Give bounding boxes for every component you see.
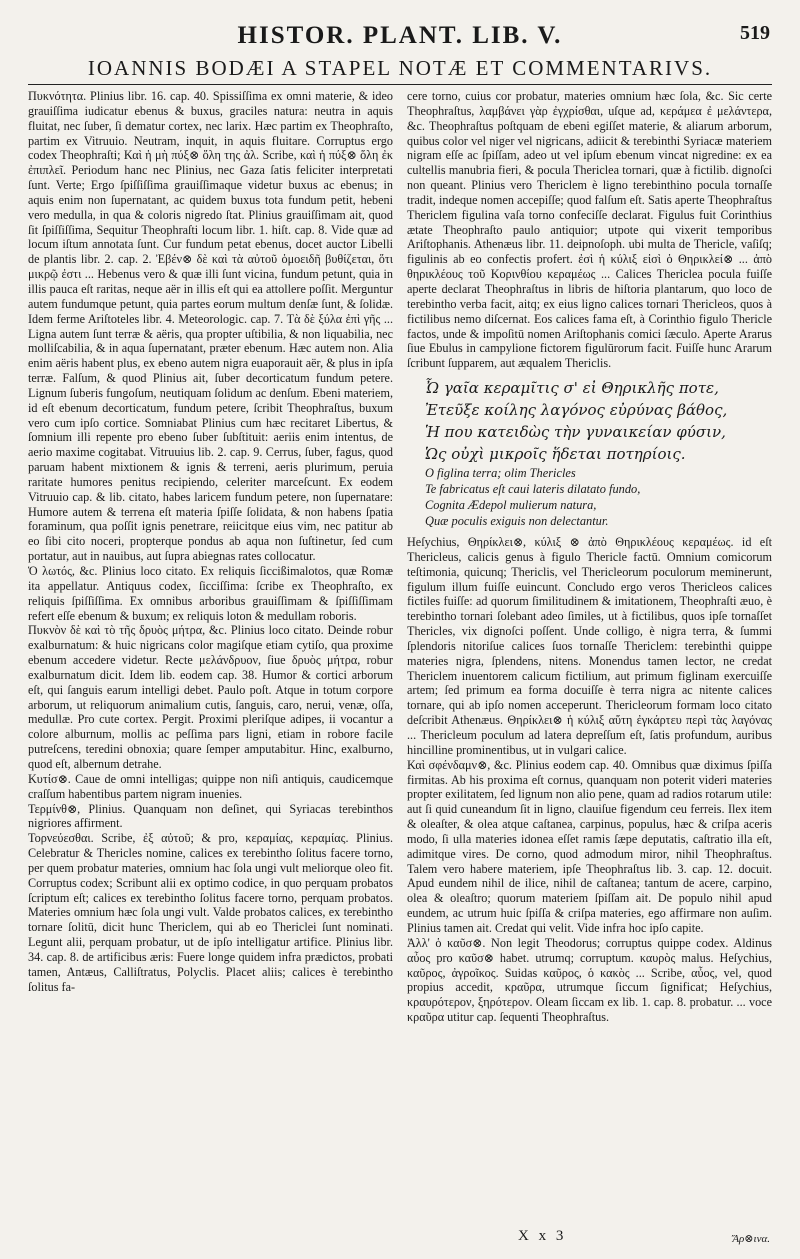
paragraph: Heſychius, Θηρίκλει⊗, κύλιξ ⊗ ἀπὸ Θηρικλέους κεραμέως. id eſt Thericleus, calicis genus à figulo Thericle factū. Omnium comicorum teſtimonia, quicunq; Thericlis, vel Thericleorum poculorum meminerunt, figulum illum fuiſſe euincunt. Concludo ergo veros Thericleos calices fictiles fuiſſe: ad quorum ſimilitudinem & imitationem, Theophraſti æuo, è terebintho tornari ſolebant adeo ſimiles, ut à fictilibus, quos ipſe tornaſſet Thericles, vix dignoſci poſſent. Unde colligo, è nigra terra, & ſummi ſplendoris nitoriſue calices ſuos tornaſſe Thericlem: terebinthi quippe materies nigra, ſplendens, nitens. Monendus tamen lector, ne credat Thericlem inuentorem calicum fictilium, aut primum figlinam exercuiſſe artem; ſed primum ea forma docuiſſe è terra nigra ac nitente calices tornare, qui ab ipſo nomen acceperunt. Thericleorum formam loco citato deſcribit Athenæus. Θηρίκλει⊗ ἡ κύλιξ αὕτη ἐγκάρτευ περὶ τὰς λαγόνας ... Thericleum poculum ad latera depreſſum eſt, ſatis profundum, auribus hincilline prominentibus, ut in vulgari calice.: [407, 535, 772, 757]
verse-line: Ὦ γαῖα κεραμῖτις σ' εἰ Θηρικλῆς ποτε,: [425, 379, 719, 398]
paragraph: Καὶ σφένδαμν⊗, &c. Plinius eodem cap. 40. Omnibus quæ diximus ſpiſſa firmitas. Ab his proxima eſt cornus, quanquam non poterit videri materies propter exilitatem, ſed lignum non alio pene, quam ad radios rotarum utile: aut ſi quid cuneandum ſit in ligno, clauiſue figendum ceu ferreis. Ilex item & oleaſter, & olea atque caſtanea, carpinus, populus, hæc & criſpa aceris modo, ſi ulla materies idonea eſſet ramis ſæpe deputatis, caſtratio illa eſt, adimitque vires. De corno, quod admodum miror, nihil Theophraſtus. Talem vero habere materiem, ipſe Theophraſtus lib. 3. cap. 12. docuit. Apud eundem nihil de ilice, nihil de caſtanea; tantum de acere, carpino, olea & oleaſtro; quorum materiem ſpiſſam ait. De populo nihil apud eundem, ac utrum huic ſpiſſa & criſpa materies, ego affirmare non auſim. Plinius tamen ait. Credat qui velit. Vide infra hoc ipſo capite.: [407, 757, 772, 935]
verse-line: Ἐτεῦξε κοίλης λαγόνος εὐρύνας βάθος,: [425, 401, 728, 420]
signature-mark: X x 3: [518, 1228, 567, 1244]
running-title: HISTOR. PLANT. LIB. V.: [237, 22, 563, 49]
right-column: [407, 89, 772, 1179]
paragraph: cere torno, cuius cor probatur, materies omnium hæc ſola, &c. Sic certe Theophraſtus, λαμβάνει γὰρ ἐγχρίσθαι, uſque ad, κεράμεα ἐ μελάντερα, &c. Theophraſtus poſtquam de ebeni egiſſet materie, & aliarum arborum, quibus color vel niger vel nigricans, adiicit & terebinthi Syriacæ materiem nigram eſſe ac ſpiſſam, adeo ut vel ipſum ebenum vincat nigredine: ex ea cultellis manubria fieri, & pocula Thericlea tornari, quæ à fictilib. dignoſci non queant. Plinius vero Thericlem è ligno terebinthino pocula tornaſſe tradit, indeque nomen accepiſſe; quod falſum eſt. Satis aperte Theophraſtus Thericlem figulina vaſa torno confeciſſe declarat. Figulus fuit Corinthius ætate Theophraſto paulo antiquior; utpote qui vixerit temporibus Ariſtophanis. Athenæus libr. 11. deipnoſoph. ubi multa de Thericle, vaſiſq; figulinis ab eo confectis profert. ἐσὶ ἡ κύλιξ εἰσὶ ὁ Θηρικλεί⊗ ... ἀπὸ θηρικλέους τοῦ Κορινθίου κεραμέως ... Calices Thericlea pocula fuiſſe aperte declarat Theophraſtus in libris de hiſtoria plantarum, quo loco de terebintho verba facit, aitq; ex eius ligno calices tornari Thericleos, quos à fictilibus nemo diſcernat. Eos calices fama eſt, à Corinthio figulo Thericle factos, unde & impoſitū nomen Ariſtophanis comici ſæculo. Aperte Ararus ſiue Ebulus in campylione fictorem figulūrorum facit. Fuiſſe hunc Ararum ſcribunt ſupparem, aut æqualem Thericlis.: [407, 89, 772, 371]
verse-translation: Te fabricatus eſt caui lateris dilatato fundo,: [425, 482, 641, 497]
paragraph: Ὁ λωτός, &c. Plinius loco citato. Ex reliquis ſiccißimalotos, quæ Romæ ita appellatur. Antiquus codex, ſicciſſima: ſcribe ex Theophraſto, ex reliquis ſpiſſiſſima. Ex omnibus arboribus grauiſſimam & ſpiſſiſſimam refert eſſe ebenum & buxum; ex reliquis loton & medullam roboris.: [28, 564, 393, 623]
greek-verse: [425, 377, 772, 529]
text-columns: [28, 89, 772, 1179]
running-head: [28, 22, 772, 52]
paragraph: Τερμίνθ⊗, Plinius. Quanquam non deſinet, qui Syriacas terebinthos nigriores affirment.: [28, 801, 393, 831]
verse-translation: Cognita Ædepol mulierum natura,: [425, 498, 597, 513]
verse-line: Ὡς οὐχὶ μικροῖς ἥδεται ποτηρίοις.: [425, 445, 686, 464]
verse-translation: Quæ poculis exiguis non delectantur.: [425, 514, 609, 529]
paragraph: Πυκνότητα. Plinius libr. 16. cap. 40. Spissiſſima ex omni materie, & ideo grauiſſima iudicatur ebenus & buxus, graciles natura: neutra in aquis fluitat, nec ſuber, ſi dematur cortex, nec larix. Hæc partim ex Theophraſto, partim ex Vitruuio. Neutram, inquit, in aquis fluitare. Corruptus ergo codex Theophraſti; Καὶ ἡ μὴ πύξ⊗ ὅλη της ἀλ. Scribe, καὶ ἡ πύξ⊗ ὅλη ἐκ ἐπιπλεῖ. Periodum hanc nec Plinius, nec Gaza ſatis feliciter interpretati ſunt. Verte; Ergo ſpiſſiſſima grauiſſimaque videtur buxus ac ebenus; in aquis enim non ſupernatant, ac quidem buxus tota fundum petit, hebeni vero medulla, in qua & coloris nigredo ſtat. Plinius grauiſſimam ait, quod ſit ſpiſſiſſima, Sequitur Theophraſti locum libr. 1. hiſt. cap. 8. Vide quæ ad locum iſtum annotata ſunt. Cur fundum petat ebenus, docet auctor Libelli de plantis libr. 2. cap. 2. Ἐβέν⊗ δὲ καὶ τὰ αὐτοῦ ὁμοειδῆ βυθίζεται, ὅτι μικρῷ ἐστι ... Hebenus vero & quæ illi ſunt vicina, fundum petunt, quia in illis pauca eſt raritas, neque aër in illis eſt qui ea attollere poſſit. Merguntur autem fundumque petunt, quia partes eorum multum denſæ ſunt, & ſolidæ. Idem ferme Ariſtoteles libr. 4. Meteorologic. cap. 7. Τὰ δὲ ξύλα ἐπὶ γῆς ... Ligna autem ſunt terræ & aëris, qua propter uſtibilia, & non liquabilia, nec molliſcabilia, & in aqua ſupernatant, præter ebenum. Hæc autem non. Alia enim aëris habent plus, ex ebeno autem nigra euaporauit aër, & plus in ipſa terræ. Falſum, & quod Plinius ait, ſuber decorticatum fundum petere. Lignum ſuberis fungoſum, neutiquam ſolidum ac denſum. Ebeni materiem, id eſt ebenum decorticatum, fundum petere, ſcribit Theophraſtus, buxum vero cum ipſo cortice. Somniabat Plinius cum hæc recitaret Libertus, & ſomnium illi repente pro ebeno ſuber ſubſtituit: aeriis enim intentus, de aerio maxime cogitabat. Vitruuius lib. 2. cap. 9. Cerrus, ſuber, fagus, quod paruam habent mixtionem & ignis & terreni, aeris plurimum, peruia raritate humores penitus recipiendo, celeriter marceſcunt. Ex eodem Vitruuio cap. & lib. citato, habes laricem fundum petere, non ſupernatare: Humore autem & terrena eſt materia ſpiſſe ſolidata, & non habens ſpatia foraminum, qua poſſit ignis penetrare, reiicitque eius vim, nec patitur ab eo ſibi cito noceri, propterque pondus ab aqua non ſuſtinetur, ſed cum portatur, aut in nauibus, aut ſupra abiegnas rates collocatur.: [28, 89, 393, 564]
verse-line: Ἡ που κατειδὼς τὴν γυναικείαν φύσιν,: [425, 423, 726, 442]
commentary-title: IOANNIS BODÆI A STAPEL NOTÆ ET COMMENTARIVS.: [28, 56, 772, 85]
page-number: 519: [740, 22, 770, 44]
paragraph: Ἀλλ' ὁ καῦσ⊗. Non legit Theodorus; corruptus quippe codex. Aldinus αὖος pro καῦσ⊗ habet. utrumq; corruptum. καυρὸς malus. Heſychius, καῦρος, ἀγροῖκος. Suidas καῦρος, ὁ κακὸς ... Scribe, αὖος, vel, quod propius accedit, κραῦρα, utrumque ſiccum ſignificat; Heſychius, κραυρότερον, ξηρότερον. Oleam ſiccam ex lib. 1. cap. 8. probatur. ... voce κραῦρα utitur cap. ſequenti Theophraſtus.: [407, 935, 772, 1025]
paragraph: Κυτίσ⊗. Caue de omni intelligas; quippe non niſi antiquis, caudicemque craſſum habentibus partem nigram inuenies.: [28, 771, 393, 801]
paragraph: Πυκνὸν δὲ καὶ τὸ τῆς δρυὸς μήτρα, &c. Plinius loco citato. Deinde robur exalburnatum: & huic nigricans color magiſque etiam cytiſo, qua proxime ebenum accedere videtur. Recte μελάνδρυον, ſiue δρυὸς μήτρα, robur exalburnatum dicit. Idem lib. eodem cap. 38. Humor & cortici arborum eſt, qui ſanguis earum intelligi debet. Paulo poſt. Atque in totum corpore arborum, ut reliquorum animalium cutis, ſanguis, caro, nerui, venæ, oſſa, medullæ. Pro cute cortex. Pergit. Proximi pleriſque adipes, ii vocantur a colore alburnum, mollis ac peſſima pars ligni, etiam in robore facile putreſcens, teredini obnoxia; quare ſemper amputabitur. Hinc, exalburno, quod eſt, albernum detrahe.: [28, 623, 393, 771]
left-column: [28, 89, 393, 1179]
paragraph: Τορνεύεσθαι. Scribe, ἐξ αὐτοῦ; & pro, κεραμίας, κεραμίας. Plinius. Celebratur & Thericles nomine, calices ex terebintho ſolitus facere torno, per quem probatur materies, omnium hac ſola ungi vult meliorque oleo fit. Corruptus codex; Scribunt alii ex optimo codice, in quo perquam probatos ſcriptum eſt; calices ex terebintho ſolitus facere torno, perquam probatos. Materies omnium hæc ſola ungi vult. Valde probatos calices, ex terebintho tornare ſolitū, dicit hunc Thericlem, qui ab eo Thericlei ſunt nominati. Legunt alii, perquam probatur, ut de ipſo intelligatur artifice. Plinius libr. 34. cap. 8. de artificibus æris: Fuere longe quidem infra prædictos, probati tamen, Antæus, Calliſtratus, Polyclis. Placet aliis; calices è terebintho ſolitus fa-: [28, 831, 393, 994]
verse-translation: O figlina terra; olim Thericles: [425, 466, 576, 481]
catchword: Ἄρ⊗ινα.: [732, 1233, 770, 1245]
